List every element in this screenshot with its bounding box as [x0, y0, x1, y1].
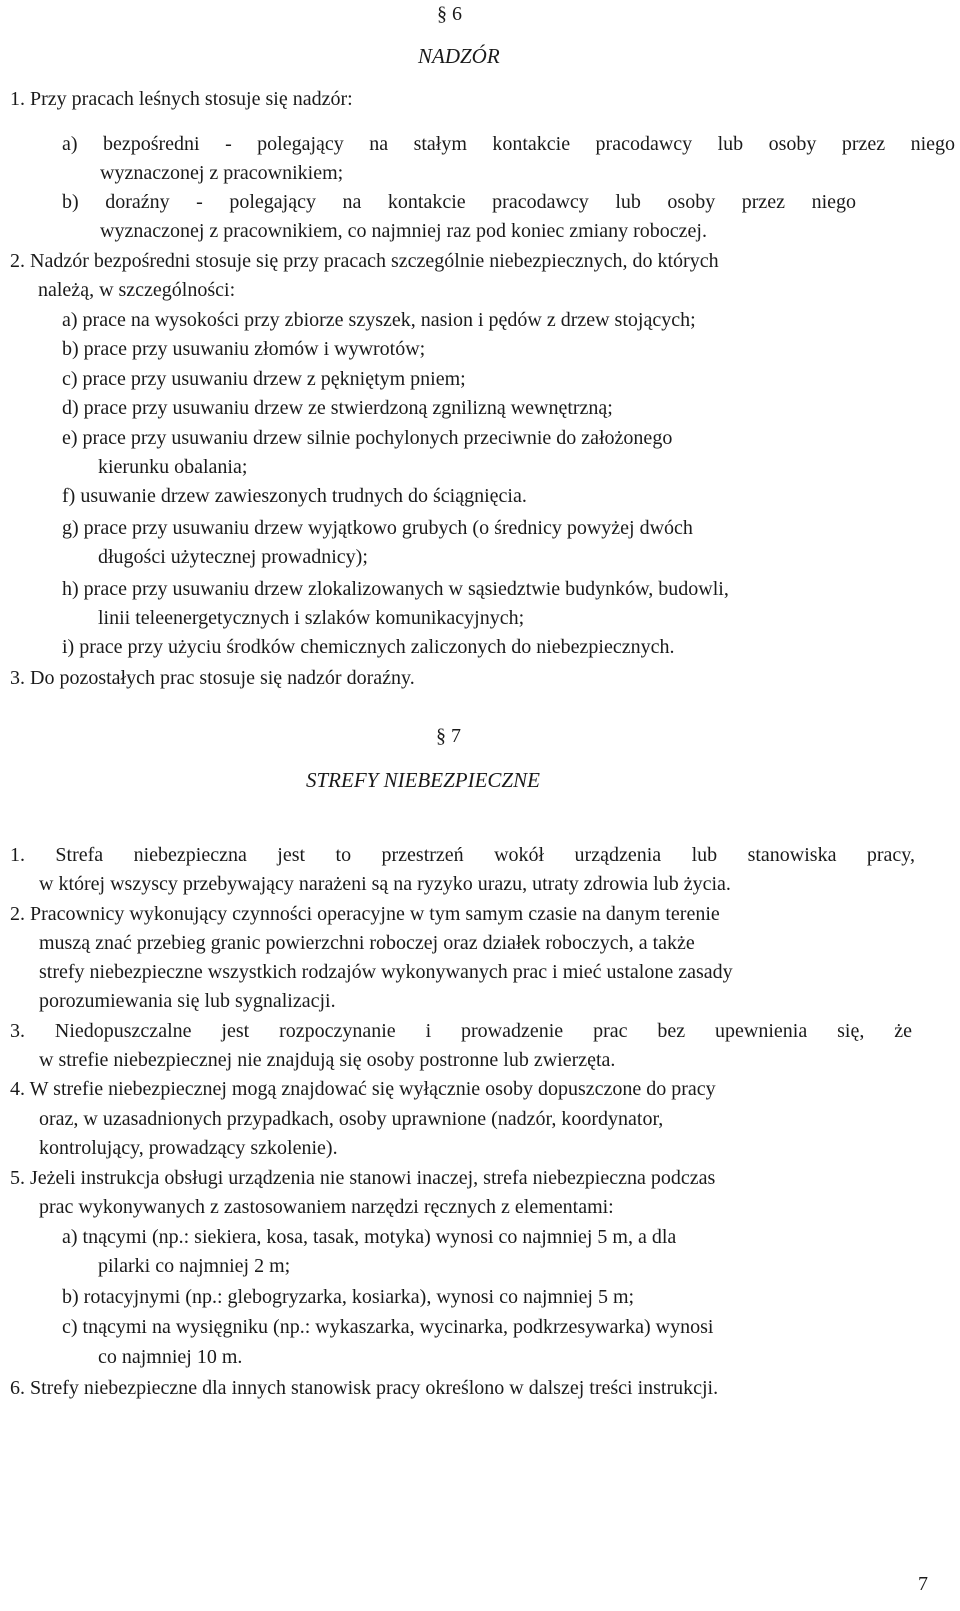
s7-p6: 6. Strefy niebezpieczne dla innych stanowisk pracy określono w dalszej treści instrukcji.	[10, 1377, 719, 1399]
s7-p2-line2: muszą znać przebieg granic powierzchni roboczej oraz działek roboczych, a także	[39, 932, 695, 954]
s6-p2-item-i: i) prace przy użyciu środków chemicznych zaliczonych do niebezpiecznych.	[62, 636, 675, 658]
s6-p2-item-e-line2: kierunku obalania;	[98, 456, 248, 478]
s6-p2-item-h-line1: h) prace przy usuwaniu drzew zlokalizowanych w sąsiedztwie budynków, budowli,	[62, 578, 729, 600]
s6-p2-item-f: f) usuwanie drzew zawieszonych trudnych do ściągnięcia.	[62, 485, 527, 507]
s7-p5-item-a-line2: pilarki co najmniej 2 m;	[98, 1255, 291, 1277]
s6-p2-item-b: b) prace przy usuwaniu złomów i wywrotów;	[62, 338, 426, 360]
s7-p2-line4: porozumiewania się lub sygnalizacji.	[39, 990, 336, 1012]
s6-p1-b-line1: b) doraźny - polegający na kontakcie pracodawcy lub osoby przez niego	[62, 191, 856, 213]
s6-p3: 3. Do pozostałych prac stosuje się nadzór doraźny.	[10, 667, 415, 689]
s7-p5-item-c-line1: c) tnącymi na wysięgniku (np.: wykaszarka, wycinarka, podkrzesywarka) wynosi	[62, 1316, 714, 1338]
s7-p4-line1: 4. W strefie niebezpiecznej mogą znajdować się wyłącznie osoby dopuszczone do pracy	[10, 1078, 716, 1100]
s6-p1-b-line2: wyznaczonej z pracownikiem, co najmniej raz pod koniec zmiany roboczej.	[100, 220, 707, 242]
s7-p5-item-c-line2: co najmniej 10 m.	[98, 1346, 243, 1368]
s6-p1-a-line2: wyznaczonej z pracownikiem;	[100, 162, 344, 184]
s7-p4-line3: kontrolujący, prowadzący szkolenie).	[39, 1137, 338, 1159]
s6-p1: 1. Przy pracach leśnych stosuje się nadzór:	[10, 88, 353, 110]
page-number: 7	[918, 1573, 928, 1595]
s7-p2-line1: 2. Pracownicy wykonujący czynności operacyjne w tym samym czasie na danym terenie	[10, 903, 720, 925]
s6-p2-item-e-line1: e) prace przy usuwaniu drzew silnie pochylonych przeciwnie do założonego	[62, 427, 673, 449]
s7-p3-line2: w strefie niebezpiecznej nie znajdują się osoby postronne lub zwierzęta.	[39, 1049, 616, 1071]
s7-p5-item-a-line1: a) tnącymi (np.: siekiera, kosa, tasak, motyka) wynosi co najmniej 5 m, a dla	[62, 1226, 677, 1248]
s6-p2-item-g-line2: długości użytecznej prowadnicy);	[98, 546, 368, 568]
s6-p2-line2: należą, w szczególności:	[38, 279, 236, 301]
s7-p1-line2: w której wszyscy przebywający narażeni są na ryzyko urazu, utraty zdrowia lub życia.	[39, 873, 731, 895]
s7-p4-line2: oraz, w uzasadnionych przypadkach, osoby uprawnione (nadzór, koordynator,	[39, 1108, 664, 1130]
s6-p2-item-a: a) prace na wysokości przy zbiorze szyszek, nasion i pędów z drzew stojących;	[62, 309, 696, 331]
section-7-heading: STREFY NIEBEZPIECZNE	[306, 768, 540, 792]
section-6-symbol: § 6	[437, 3, 462, 25]
s6-p2-item-c: c) prace przy usuwaniu drzew z pękniętym pniem;	[62, 368, 466, 390]
s6-p1-a-line1: a) bezpośredni - polegający na stałym kontakcie pracodawcy lub osoby przez niego	[62, 133, 955, 155]
section-6-heading: NADZÓR	[418, 44, 500, 68]
s6-p2-line1: 2. Nadzór bezpośredni stosuje się przy pracach szczególnie niebezpiecznych, do których	[10, 250, 719, 272]
s6-p2-item-g-line1: g) prace przy usuwaniu drzew wyjątkowo grubych (o średnicy powyżej dwóch	[62, 517, 693, 539]
section-7-symbol: § 7	[436, 725, 461, 747]
s6-p2-item-h-line2: linii teleenergetycznych i szlaków komunikacyjnych;	[98, 607, 525, 629]
s7-p5-item-b: b) rotacyjnymi (np.: glebogryzarka, kosiarka), wynosi co najmniej 5 m;	[62, 1286, 635, 1308]
s7-p1-line1: 1. Strefa niebezpieczna jest to przestrzeń wokół urządzenia lub stanowiska pracy,	[10, 844, 915, 866]
s7-p5-line2: prac wykonywanych z zastosowaniem narzędzi ręcznych z elementami:	[39, 1196, 614, 1218]
s7-p2-line3: strefy niebezpieczne wszystkich rodzajów wykonywanych prac i mieć ustalone zasady	[39, 961, 733, 983]
s7-p5-line1: 5. Jeżeli instrukcja obsługi urządzenia nie stanowi inaczej, strefa niebezpieczna podczas	[10, 1167, 716, 1189]
s6-p2-item-d: d) prace przy usuwaniu drzew ze stwierdzoną zgnilizną wewnętrzną;	[62, 397, 613, 419]
s7-p3-line1: 3. Niedopuszczalne jest rozpoczynanie i prowadzenie prac bez upewnienia się, że	[10, 1020, 912, 1042]
